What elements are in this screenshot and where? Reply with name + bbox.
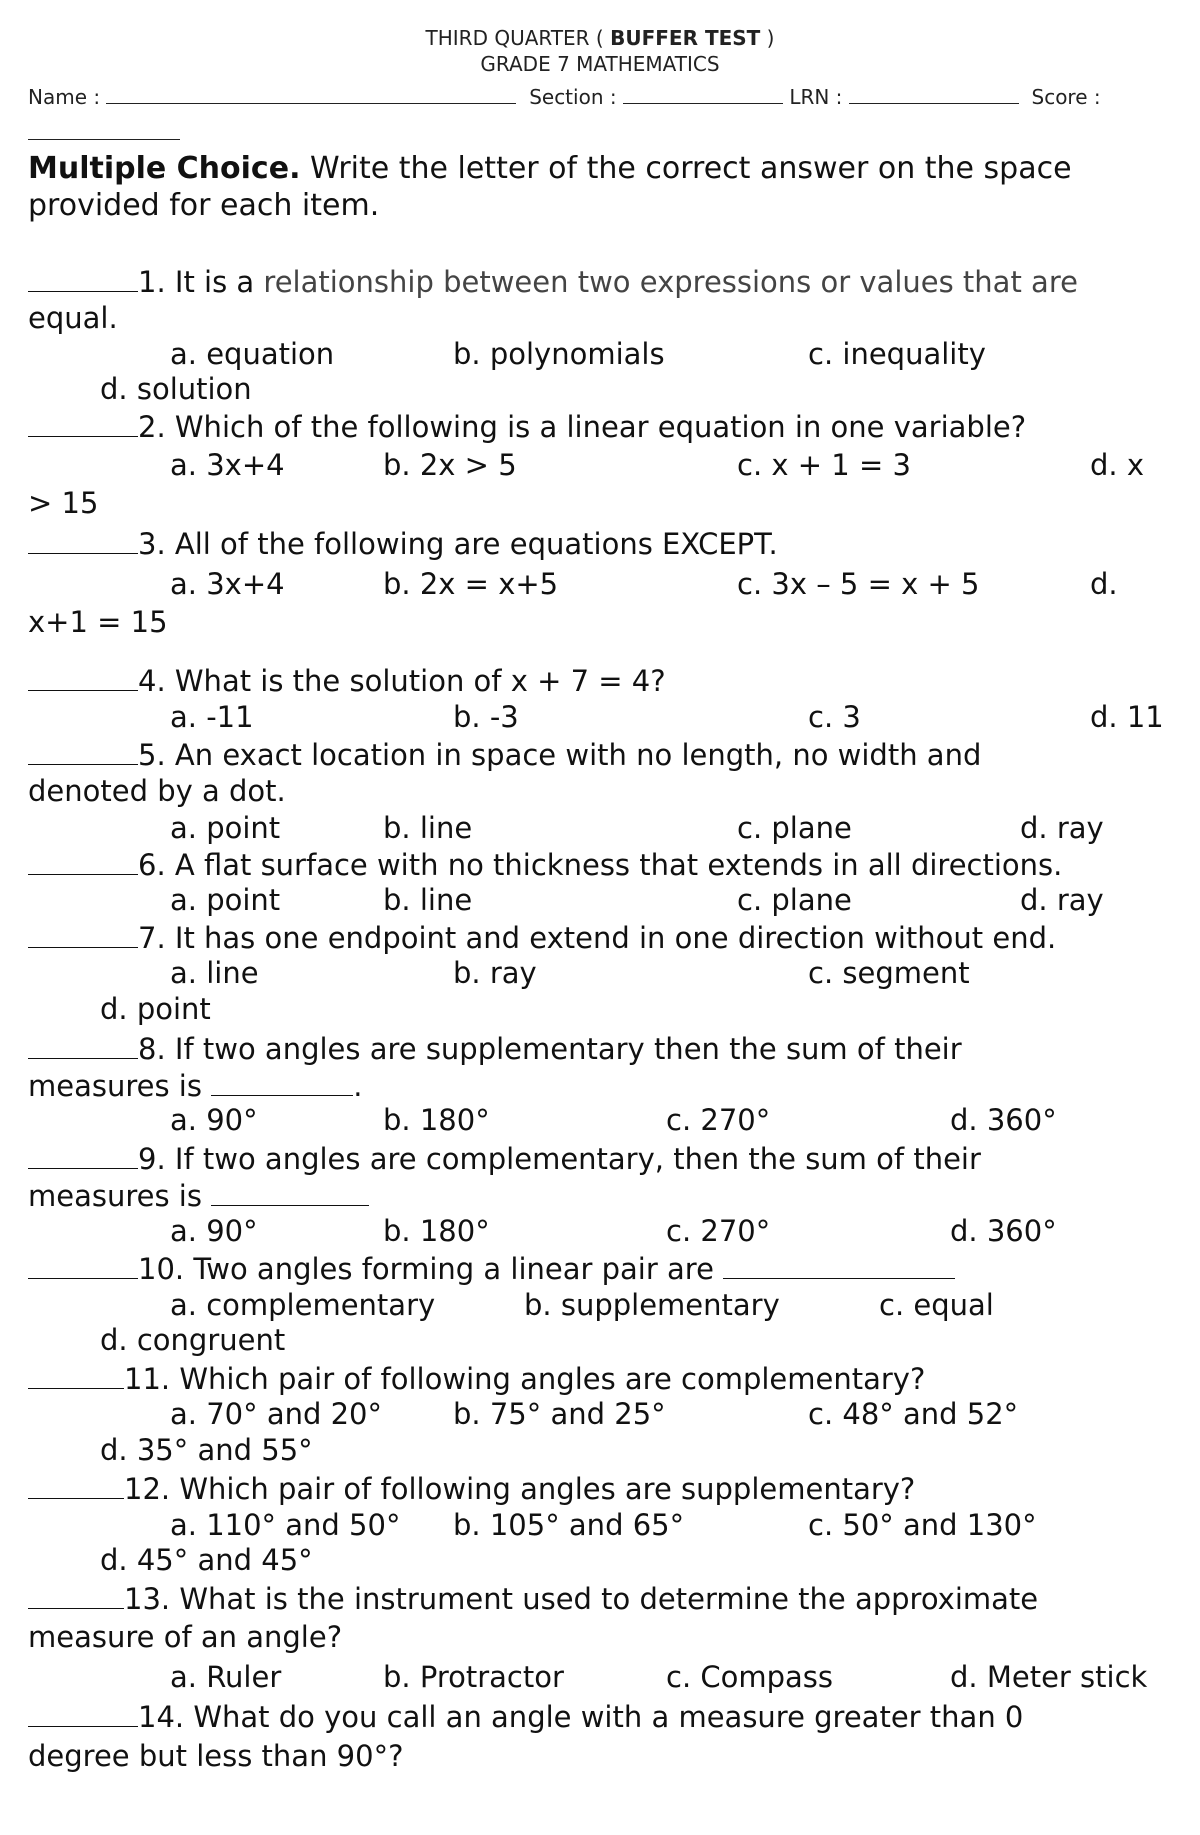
question-13-cont: measure of an angle? [28, 1620, 343, 1654]
q10-option-d: d. congruent [100, 1323, 286, 1357]
section-label: Section : [529, 85, 617, 109]
instructions: Multiple Choice. Write the letter of the correct answer on the space provided for each item. [28, 151, 1072, 223]
q1-option-a: a. equation [170, 337, 335, 371]
section-blank[interactable] [623, 85, 783, 104]
question-1: 1. It is a relationship between two expressions or values that are [28, 263, 1178, 301]
question-6: 6. A flat surface with no thickness that extends in all directions. [28, 846, 1178, 884]
q7-option-b: b. ray [453, 956, 537, 990]
q5-option-d: d. ray [1020, 811, 1104, 845]
q8-option-c: c. 270° [666, 1103, 771, 1137]
header-subtitle: GRADE 7 MATHEMATICS [480, 52, 720, 76]
question-3: 3. All of the following are equations EXCEPT. [28, 525, 1178, 563]
q8-inline-blank [211, 1067, 353, 1096]
q9-inline-blank [211, 1177, 369, 1206]
q2-option-d-cont: > 15 [28, 486, 99, 520]
q6-option-d: d. ray [1020, 883, 1104, 917]
q7-option-d: d. point [100, 992, 211, 1026]
q2-option-d: d. x [1090, 448, 1145, 482]
q2-option-b: b. 2x > 5 [383, 448, 517, 482]
q1-option-d: d. solution [100, 372, 252, 406]
answer-blank-9[interactable] [28, 1140, 138, 1169]
question-14: 14. What do you call an angle with a measure greater than 0 [28, 1698, 1178, 1736]
q3-option-c: c. 3x – 5 = x + 5 [737, 567, 980, 601]
answer-blank-2[interactable] [28, 408, 138, 437]
question-14-cont: degree but less than 90°? [28, 1739, 404, 1773]
q4-option-a: a. -11 [170, 700, 254, 734]
q8-option-b: b. 180° [383, 1103, 490, 1137]
question-7: 7. It has one endpoint and extend in one direction without end. [28, 919, 1178, 957]
q12-option-b: b. 105° and 65° [453, 1508, 685, 1542]
q2-option-a: a. 3x+4 [170, 448, 285, 482]
q3-option-b: b. 2x = x+5 [383, 567, 559, 601]
q11-option-b: b. 75° and 25° [453, 1397, 666, 1431]
student-info [28, 79, 1178, 151]
answer-blank-11[interactable] [28, 1360, 124, 1389]
question-8: 8. If two angles are supplementary then the sum of their [28, 1030, 1178, 1068]
q10-option-b: b. supplementary [524, 1288, 780, 1322]
answer-blank-5[interactable] [28, 736, 138, 765]
q12-option-c: c. 50° and 130° [808, 1508, 1037, 1542]
q12-option-a: a. 110° and 50° [170, 1508, 401, 1542]
q13-option-c: c. Compass [666, 1660, 834, 1694]
q9-option-c: c. 270° [666, 1214, 771, 1248]
q2-option-c: c. x + 1 = 3 [737, 448, 911, 482]
q3-option-d-cont: x+1 = 15 [28, 605, 168, 639]
question-2: 2. Which of the following is a linear equation in one variable? [28, 408, 1178, 446]
q10-inline-blank [723, 1250, 955, 1279]
answer-blank-7[interactable] [28, 919, 138, 948]
name-blank[interactable] [106, 85, 516, 104]
answer-blank-12[interactable] [28, 1470, 124, 1499]
answer-blank-8[interactable] [28, 1030, 138, 1059]
name-label: Name : [28, 85, 101, 109]
q13-option-d: d. Meter stick [950, 1660, 1148, 1694]
answer-blank-10[interactable] [28, 1250, 138, 1279]
q3-option-d: d. [1090, 567, 1118, 601]
question-4: 4. What is the solution of x + 7 = 4? [28, 662, 1178, 700]
answer-blank-1[interactable] [28, 263, 138, 292]
q1-option-b: b. polynomials [453, 337, 665, 371]
q5-option-a: a. point [170, 811, 281, 845]
q6-option-a: a. point [170, 883, 281, 917]
lrn-blank[interactable] [849, 85, 1019, 104]
q9-option-b: b. 180° [383, 1214, 490, 1248]
q3-option-a: a. 3x+4 [170, 567, 285, 601]
q5-option-b: b. line [383, 811, 473, 845]
q7-option-c: c. segment [808, 956, 970, 990]
q6-option-b: b. line [383, 883, 473, 917]
question-1-cont: equal. [28, 301, 118, 335]
question-10: 10. Two angles forming a linear pair are [28, 1250, 1178, 1288]
q8-option-d: d. 360° [950, 1103, 1057, 1137]
q12-option-d: d. 45° and 45° [100, 1543, 313, 1577]
q9-option-a: a. 90° [170, 1214, 258, 1248]
q7-option-a: a. line [170, 956, 259, 990]
q4-option-b: b. -3 [453, 700, 519, 734]
score-blank[interactable] [28, 121, 180, 140]
score-label: Score : [1031, 85, 1101, 109]
answer-blank-13[interactable] [28, 1580, 124, 1609]
header-title: THIRD QUARTER ( BUFFER TEST ) [425, 26, 775, 50]
q11-option-d: d. 35° and 55° [100, 1433, 313, 1467]
question-9: 9. If two angles are complementary, then the sum of their [28, 1140, 1178, 1178]
question-9-cont: measures is [28, 1177, 1178, 1215]
q6-option-c: c. plane [737, 883, 852, 917]
answer-blank-14[interactable] [28, 1698, 138, 1727]
q9-option-d: d. 360° [950, 1214, 1057, 1248]
answer-blank-3[interactable] [28, 525, 138, 554]
q4-option-d: d. 11 [1090, 700, 1164, 734]
question-12: 12. Which pair of following angles are supplementary? [28, 1470, 1178, 1508]
q5-option-c: c. plane [737, 811, 852, 845]
question-8-cont: measures is . [28, 1069, 363, 1103]
question-13: 13. What is the instrument used to determine the approximate [28, 1580, 1178, 1618]
q13-option-b: b. Protractor [383, 1660, 564, 1694]
q10-option-a: a. complementary [170, 1288, 436, 1322]
question-5-cont: denoted by a dot. [28, 774, 286, 808]
question-11: 11. Which pair of following angles are complementary? [28, 1360, 1178, 1398]
answer-blank-4[interactable] [28, 662, 138, 691]
question-5: 5. An exact location in space with no length, no width and [28, 736, 1178, 774]
q4-option-c: c. 3 [808, 700, 861, 734]
q1-option-c: c. inequality [808, 337, 986, 371]
q10-option-c: c. equal [879, 1288, 994, 1322]
q8-option-a: a. 90° [170, 1103, 258, 1137]
answer-blank-6[interactable] [28, 846, 138, 875]
q11-option-a: a. 70° and 20° [170, 1397, 383, 1431]
q11-option-c: c. 48° and 52° [808, 1397, 1019, 1431]
lrn-label: LRN : [789, 85, 843, 109]
q13-option-a: a. Ruler [170, 1660, 282, 1694]
